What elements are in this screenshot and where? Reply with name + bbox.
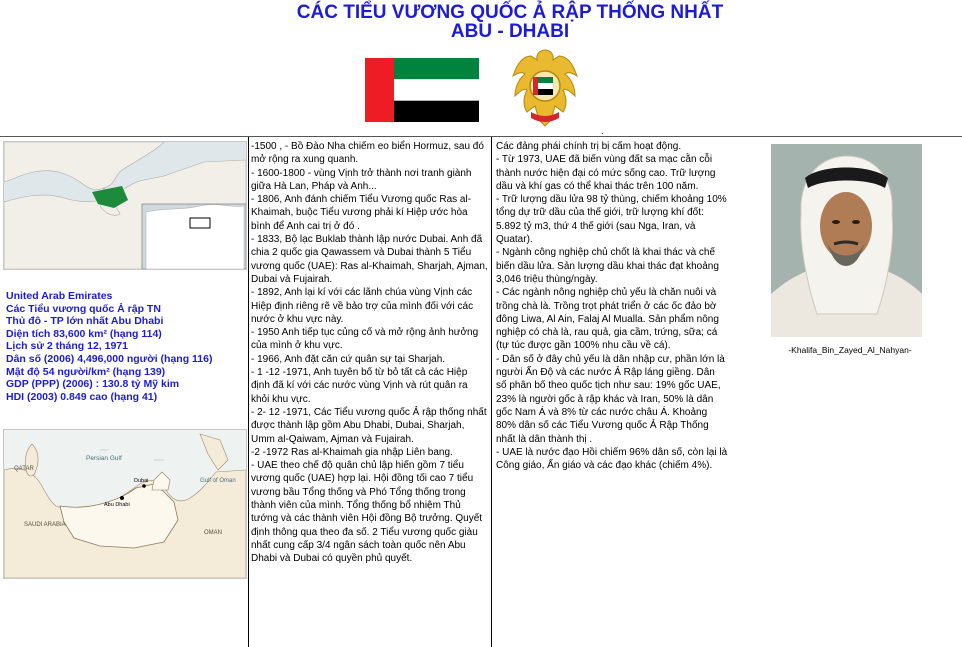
economy-paragraph: Các đảng phái chính trị bị cấm hoạt động. — [496, 141, 682, 152]
dot-mark: . — [601, 126, 604, 136]
economy-paragraph: - Trữ lượng dầu lửa 98 tỷ thùng, chiếm khoảng 10% tổng dự trữ dầu của thế giới, trữ lượng khí đốt: 5.892 tỷ m3, thứ 4 thế giới (sau Nga, Iran, và Quatar). — [496, 194, 727, 246]
fact-area: Diện tích 83,600 km² (hạng 114) — [6, 327, 162, 340]
map-label: Dubai — [134, 478, 149, 484]
history-paragraph: - 1600-1800 - vùng Vịnh trở thành nơi tranh giành giữa Hà Lan, Pháp và Anh... — [251, 167, 472, 192]
column-divider — [248, 137, 249, 647]
economy-paragraph: - Các ngành nông nghiệp chủ yếu là chăn nuôi và trồng chà là. Trồng trọt phát triển ở các ốc đảo bờ đông Liwa, Al Ain, Falaj Al Mualla. Sản phẩm nông nghiệp có chà là, rau quả, gia cầm, trứng, sữa; cá (tự túc được gần 100% nhu cầu về cá). — [496, 287, 719, 352]
map-label: QATAR — [14, 466, 34, 472]
economy-paragraph: - Ngành công nghiệp chủ chốt là khai thác và chế biến dầu lửa. Sản lượng dầu khai thác đạt khoảng 3,046 triệu thùng/ngày. — [496, 247, 719, 285]
fact-country-en: United Arab Emirates — [6, 290, 113, 302]
fact-capital: Thủ đô - TP lớn nhất Abu Dhabi — [6, 315, 164, 328]
flag-red-band — [365, 58, 394, 122]
fact-history: Lịch sử 2 tháng 12, 1971 — [6, 340, 128, 353]
portrait-caption: -Khalifa_Bin_Zayed_Al_Nahyan- — [788, 345, 912, 355]
history-paragraph: -2 -1972 Ras al-Khaimah gia nhập Liên bang. — [251, 446, 453, 458]
page-title: CÁC TIỂU VƯƠNG QUỐC Ả RẬP THỐNG NHẤT — [296, 2, 724, 23]
fact-country-vi: Các Tiểu vương quốc Ả rập TN — [6, 302, 161, 315]
economy-paragraph: - Dân số ở đây chủ yếu là dân nhập cư, phần lớn là người Ấn Độ và các nước Ả Rập láng giềng. Dân số phân bố theo quốc tịch như sau: 19% gốc UAE, 23% là người gốc ả rập khác và Iran, 50% là dân gốc Nam Á và 8% từ các nước châu Á. Khoảng 80% dân số các Tiểu Vương quốc Ả Rập Thống nhất là dân thành thị . — [496, 353, 725, 445]
history-paragraph: - UAE theo chế độ quân chủ lập hiến gồm 7 tiểu vương quốc (UAE) hợp lại. Hội đồng tối cao 7 tiểu vương bầu Tổng thống và Phó Tổng thống trong thành viên của mình. Tổng thống bổ nhiệm Thủ tướng và các thành viên Hội đồng Bộ trưởng. Quyết định thông qua theo đa số. 2 Tiểu vương quốc giàu nhất cung cấp 3/4 ngân sách toàn quốc nên Abu Dhabi và Dubai có quyền phủ quyết. — [251, 460, 483, 565]
map-label: Persian Gulf — [86, 455, 122, 462]
uae-flag-icon — [365, 58, 479, 122]
history-paragraph: - 1950 Anh tiếp tục củng cố và mở rộng ảnh hưởng của mình ở khu vực. — [251, 327, 479, 352]
history-paragraph: - 1 -12 -1971, Anh tuyên bố từ bỏ tất cả các Hiệp định đã kí với các nước vùng Vịnh và rút quân ra khỏi khu vực. — [251, 367, 468, 405]
uae-falcon-emblem-icon — [509, 46, 581, 130]
history-paragraph: - 1892, Anh lại kí với các lãnh chúa vùng Vịnh các Hiệp định riêng rẽ về bảo trợ của mình đối với các nước ở khu vực này. — [251, 287, 474, 325]
history-paragraph: -1500 , - Bồ Đào Nha chiếm eo biển Hormuz, sau đó mở rộng ra xung quanh. — [251, 141, 484, 166]
locator-map — [3, 141, 247, 270]
column-divider — [491, 137, 492, 647]
page-subtitle: ABU - DHABI — [450, 21, 570, 42]
regional-map — [3, 429, 247, 579]
history-paragraph: - 1966, Anh đặt căn cứ quân sự tại Sharjah. — [251, 353, 446, 365]
map-label: SAUDI ARABIA — [24, 522, 66, 528]
fact-density: Mật độ 54 người/km² (hạng 139) — [6, 365, 166, 378]
map-label: Abu Dhabi — [104, 502, 130, 508]
fact-gdp: GDP (PPP) (2006) : 130.8 tỷ Mỹ kim — [6, 378, 180, 391]
economy-column — [496, 140, 728, 472]
header-divider — [0, 136, 962, 137]
economy-paragraph: - UAE là nước đạo Hồi chiếm 96% dân số, còn lại là Công giáo, Ấn giáo và các đạo khác (chiếm 4%). — [496, 446, 728, 472]
portrait-photo-icon — [771, 144, 922, 337]
map-label: Gulf of Oman — [200, 478, 236, 484]
map-label: OMAN — [204, 530, 222, 536]
country-facts — [6, 290, 246, 403]
fact-hdi: HDI (2003) 0.849 cao (hạng 41) — [6, 390, 158, 403]
history-column — [251, 140, 488, 566]
history-paragraph: - 1833, Bộ lạc Buklab thành lập nước Dubai. Anh đã chia 2 quốc gia Qawassem và Dubai thành 5 Tiểu vương quốc (UAE): Ras al-Khaimah, Sharjah, Ajman, Dubai và Fujairah. — [251, 234, 488, 285]
fact-population: Dân số (2006) 4,496,000 người (hạng 116) — [6, 352, 213, 365]
history-paragraph: - 2- 12 -1971, Các Tiểu vương quốc Ả rập thống nhất được thành lập gồm Abu Dhabi, Dubai, Sharjah, Umm al-Qaiwam, Ajman và Fujairah. — [251, 406, 487, 445]
history-paragraph: - 1806, Anh đánh chiếm Tiểu Vương quốc Ras al-Khaimah, buộc Tiểu vương phải kí Hiệp ước hòa bình để Anh cai trị ở đó . — [251, 194, 472, 232]
economy-paragraph: - Từ 1973, UAE đã biến vùng đất sa mạc cằn cỗi thành nước hiện đại có mức sống cao. Trữ lượng dầu và khí gas có thể khai thác trên 100 năm. — [496, 154, 716, 192]
